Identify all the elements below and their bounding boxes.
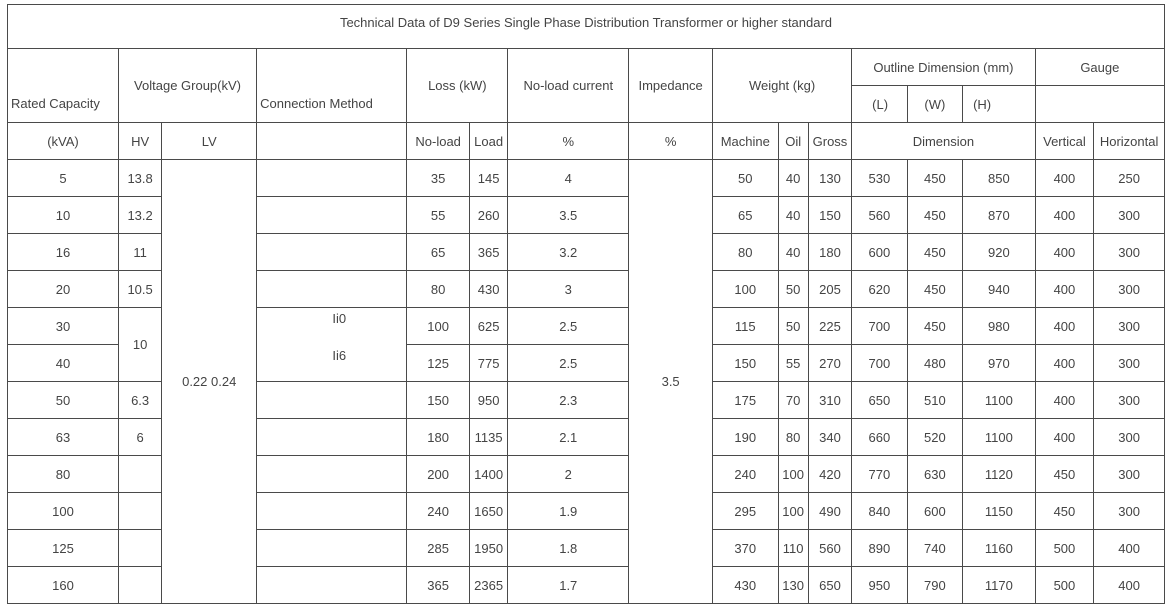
cell-kva: 80 <box>8 456 119 493</box>
cell-dim-h: 1160 <box>963 530 1036 567</box>
cell-noload: 150 <box>407 382 470 419</box>
cell-dim-h: 1100 <box>963 419 1036 456</box>
cell-hv <box>118 456 161 493</box>
cell-horizontal: 300 <box>1094 345 1165 382</box>
cell-horizontal: 400 <box>1094 567 1165 604</box>
cell-machine: 100 <box>712 271 778 308</box>
cell-dim-h: 1170 <box>963 567 1036 604</box>
cell-noload: 55 <box>407 197 470 234</box>
cell-load: 1400 <box>469 456 507 493</box>
cell-oil: 110 <box>778 530 808 567</box>
cell-kva: 63 <box>8 419 119 456</box>
unit-horizontal: Horizontal <box>1094 123 1165 160</box>
cell-horizontal: 300 <box>1094 456 1165 493</box>
cell-hv: 13.2 <box>118 197 161 234</box>
cell-dim-l: 650 <box>852 382 907 419</box>
header-loss: Loss (kW) <box>407 49 508 123</box>
cell-noload: 100 <box>407 308 470 345</box>
cell-machine: 150 <box>712 345 778 382</box>
cell-connection-blank <box>257 567 407 604</box>
cell-vertical: 400 <box>1035 345 1094 382</box>
cell-kva: 50 <box>8 382 119 419</box>
cell-current: 2.3 <box>508 382 629 419</box>
cell-gross: 560 <box>808 530 851 567</box>
cell-noload: 240 <box>407 493 470 530</box>
cell-oil: 130 <box>778 567 808 604</box>
header-dim-w: (W) <box>907 86 962 123</box>
cell-current: 2.5 <box>508 308 629 345</box>
cell-connection-blank <box>257 493 407 530</box>
cell-gross: 180 <box>808 234 851 271</box>
header-blank-connection <box>257 49 407 86</box>
cell-load: 625 <box>469 308 507 345</box>
cell-current: 2 <box>508 456 629 493</box>
unit-connection-blank <box>257 123 407 160</box>
cell-oil: 55 <box>778 345 808 382</box>
cell-connection-blank <box>257 197 407 234</box>
cell-machine: 65 <box>712 197 778 234</box>
cell-machine: 190 <box>712 419 778 456</box>
cell-connection-method-1: Ii0 <box>257 308 407 345</box>
cell-oil: 40 <box>778 234 808 271</box>
header-gauge: Gauge <box>1035 49 1164 86</box>
cell-hv <box>118 567 161 604</box>
cell-horizontal: 400 <box>1094 530 1165 567</box>
cell-oil: 40 <box>778 197 808 234</box>
cell-dim-h: 1150 <box>963 493 1036 530</box>
unit-load: Load <box>469 123 507 160</box>
cell-current: 3 <box>508 271 629 308</box>
table-title: Technical Data of D9 Series Single Phase Distribution Transformer or higher standard <box>8 5 1165 49</box>
cell-dim-l: 840 <box>852 493 907 530</box>
cell-horizontal: 300 <box>1094 197 1165 234</box>
cell-noload: 200 <box>407 456 470 493</box>
cell-dim-h: 1120 <box>963 456 1036 493</box>
cell-load: 260 <box>469 197 507 234</box>
cell-vertical: 400 <box>1035 271 1094 308</box>
cell-dim-w: 450 <box>907 160 962 197</box>
unit-noload: No-load <box>407 123 470 160</box>
header-connection-method: Connection Method <box>257 86 407 123</box>
cell-vertical: 400 <box>1035 160 1094 197</box>
cell-connection-blank <box>257 271 407 308</box>
cell-dim-l: 660 <box>852 419 907 456</box>
cell-hv: 6 <box>118 419 161 456</box>
cell-dim-w: 450 <box>907 197 962 234</box>
cell-connection-method-2: Ii6 <box>257 345 407 382</box>
cell-machine: 115 <box>712 308 778 345</box>
cell-connection-blank <box>257 234 407 271</box>
cell-load: 430 <box>469 271 507 308</box>
cell-kva: 125 <box>8 530 119 567</box>
header-impedance: Impedance <box>629 49 713 123</box>
technical-data-table <box>7 4 1165 604</box>
cell-hv: 10.5 <box>118 271 161 308</box>
cell-current: 1.7 <box>508 567 629 604</box>
cell-dim-l: 950 <box>852 567 907 604</box>
cell-dim-l: 620 <box>852 271 907 308</box>
table-row <box>8 160 1165 197</box>
cell-vertical: 450 <box>1035 493 1094 530</box>
cell-connection-blank <box>257 419 407 456</box>
cell-current: 3.2 <box>508 234 629 271</box>
cell-oil: 80 <box>778 419 808 456</box>
cell-gross: 490 <box>808 493 851 530</box>
cell-dim-l: 560 <box>852 197 907 234</box>
cell-kva: 16 <box>8 234 119 271</box>
cell-current: 4 <box>508 160 629 197</box>
cell-vertical: 500 <box>1035 567 1094 604</box>
cell-dim-w: 450 <box>907 308 962 345</box>
cell-gross: 225 <box>808 308 851 345</box>
cell-dim-l: 890 <box>852 530 907 567</box>
cell-dim-l: 700 <box>852 308 907 345</box>
unit-vertical: Vertical <box>1035 123 1094 160</box>
cell-kva: 5 <box>8 160 119 197</box>
cell-dim-w: 450 <box>907 271 962 308</box>
cell-connection-blank <box>257 530 407 567</box>
cell-current: 1.8 <box>508 530 629 567</box>
cell-horizontal: 300 <box>1094 271 1165 308</box>
cell-connection-blank <box>257 160 407 197</box>
header-blank-capacity <box>8 49 119 86</box>
cell-dim-h: 870 <box>963 197 1036 234</box>
cell-impedance-merged: 3.5 <box>629 160 713 604</box>
cell-dim-w: 630 <box>907 456 962 493</box>
unit-oil: Oil <box>778 123 808 160</box>
cell-connection-blank <box>257 456 407 493</box>
cell-machine: 430 <box>712 567 778 604</box>
cell-horizontal: 300 <box>1094 308 1165 345</box>
header-voltage-group: Voltage Group(kV) <box>118 49 256 123</box>
cell-dim-h: 940 <box>963 271 1036 308</box>
cell-dim-l: 600 <box>852 234 907 271</box>
cell-hv <box>118 530 161 567</box>
header-gauge-blank <box>1035 86 1164 123</box>
cell-dim-w: 790 <box>907 567 962 604</box>
cell-vertical: 400 <box>1035 308 1094 345</box>
cell-gross: 270 <box>808 345 851 382</box>
cell-oil: 100 <box>778 493 808 530</box>
unit-dimension: Dimension <box>852 123 1036 160</box>
cell-machine: 240 <box>712 456 778 493</box>
cell-horizontal: 300 <box>1094 419 1165 456</box>
header-noload-current: No-load current <box>508 49 629 123</box>
cell-dim-l: 770 <box>852 456 907 493</box>
cell-dim-w: 520 <box>907 419 962 456</box>
cell-hv: 6.3 <box>118 382 161 419</box>
header-rated-capacity: Rated Capacity <box>8 86 119 123</box>
cell-horizontal: 300 <box>1094 382 1165 419</box>
cell-dim-w: 480 <box>907 345 962 382</box>
cell-hv: 11 <box>118 234 161 271</box>
unit-gross: Gross <box>808 123 851 160</box>
cell-machine: 175 <box>712 382 778 419</box>
cell-dim-w: 510 <box>907 382 962 419</box>
cell-dim-l: 700 <box>852 345 907 382</box>
cell-connection-blank <box>257 382 407 419</box>
cell-oil: 50 <box>778 271 808 308</box>
cell-vertical: 400 <box>1035 382 1094 419</box>
cell-lv-merged: 0.22 0.24 <box>162 160 257 604</box>
cell-vertical: 500 <box>1035 530 1094 567</box>
cell-noload: 125 <box>407 345 470 382</box>
cell-hv <box>118 493 161 530</box>
cell-dim-h: 980 <box>963 308 1036 345</box>
cell-gross: 310 <box>808 382 851 419</box>
cell-kva: 100 <box>8 493 119 530</box>
cell-load: 2365 <box>469 567 507 604</box>
cell-vertical: 400 <box>1035 234 1094 271</box>
cell-dim-w: 600 <box>907 493 962 530</box>
cell-dim-l: 530 <box>852 160 907 197</box>
cell-hv-merged: 10 <box>118 308 161 382</box>
cell-dim-h: 850 <box>963 160 1036 197</box>
cell-noload: 80 <box>407 271 470 308</box>
cell-dim-h: 970 <box>963 345 1036 382</box>
cell-load: 1950 <box>469 530 507 567</box>
cell-noload: 65 <box>407 234 470 271</box>
cell-load: 145 <box>469 160 507 197</box>
cell-machine: 295 <box>712 493 778 530</box>
cell-load: 775 <box>469 345 507 382</box>
cell-gross: 205 <box>808 271 851 308</box>
cell-kva: 160 <box>8 567 119 604</box>
cell-kva: 20 <box>8 271 119 308</box>
cell-dim-h: 920 <box>963 234 1036 271</box>
cell-current: 2.1 <box>508 419 629 456</box>
cell-dim-w: 740 <box>907 530 962 567</box>
cell-current: 3.5 <box>508 197 629 234</box>
cell-oil: 40 <box>778 160 808 197</box>
cell-load: 1650 <box>469 493 507 530</box>
cell-gross: 340 <box>808 419 851 456</box>
unit-machine: Machine <box>712 123 778 160</box>
cell-machine: 370 <box>712 530 778 567</box>
cell-noload: 35 <box>407 160 470 197</box>
unit-current-pct: % <box>508 123 629 160</box>
cell-hv: 13.8 <box>118 160 161 197</box>
cell-noload: 365 <box>407 567 470 604</box>
cell-vertical: 400 <box>1035 419 1094 456</box>
cell-load: 1135 <box>469 419 507 456</box>
cell-gross: 650 <box>808 567 851 604</box>
unit-kva: (kVA) <box>8 123 119 160</box>
cell-load: 365 <box>469 234 507 271</box>
cell-vertical: 450 <box>1035 456 1094 493</box>
header-dim-l: (L) <box>852 86 907 123</box>
cell-machine: 80 <box>712 234 778 271</box>
cell-oil: 70 <box>778 382 808 419</box>
cell-horizontal: 300 <box>1094 234 1165 271</box>
unit-impedance-pct: % <box>629 123 713 160</box>
cell-current: 2.5 <box>508 345 629 382</box>
cell-vertical: 400 <box>1035 197 1094 234</box>
cell-load: 950 <box>469 382 507 419</box>
cell-oil: 50 <box>778 308 808 345</box>
unit-lv: LV <box>162 123 257 160</box>
header-dim-h: (H) <box>963 86 1036 123</box>
cell-gross: 130 <box>808 160 851 197</box>
cell-oil: 100 <box>778 456 808 493</box>
cell-machine: 50 <box>712 160 778 197</box>
cell-dim-h: 1100 <box>963 382 1036 419</box>
cell-kva: 30 <box>8 308 119 345</box>
header-outline-dimension: Outline Dimension (mm) <box>852 49 1036 86</box>
cell-noload: 285 <box>407 530 470 567</box>
cell-current: 1.9 <box>508 493 629 530</box>
cell-horizontal: 300 <box>1094 493 1165 530</box>
cell-dim-w: 450 <box>907 234 962 271</box>
cell-horizontal: 250 <box>1094 160 1165 197</box>
unit-hv: HV <box>118 123 161 160</box>
cell-kva: 10 <box>8 197 119 234</box>
header-weight: Weight (kg) <box>712 49 851 123</box>
cell-gross: 150 <box>808 197 851 234</box>
cell-noload: 180 <box>407 419 470 456</box>
cell-kva: 40 <box>8 345 119 382</box>
cell-gross: 420 <box>808 456 851 493</box>
